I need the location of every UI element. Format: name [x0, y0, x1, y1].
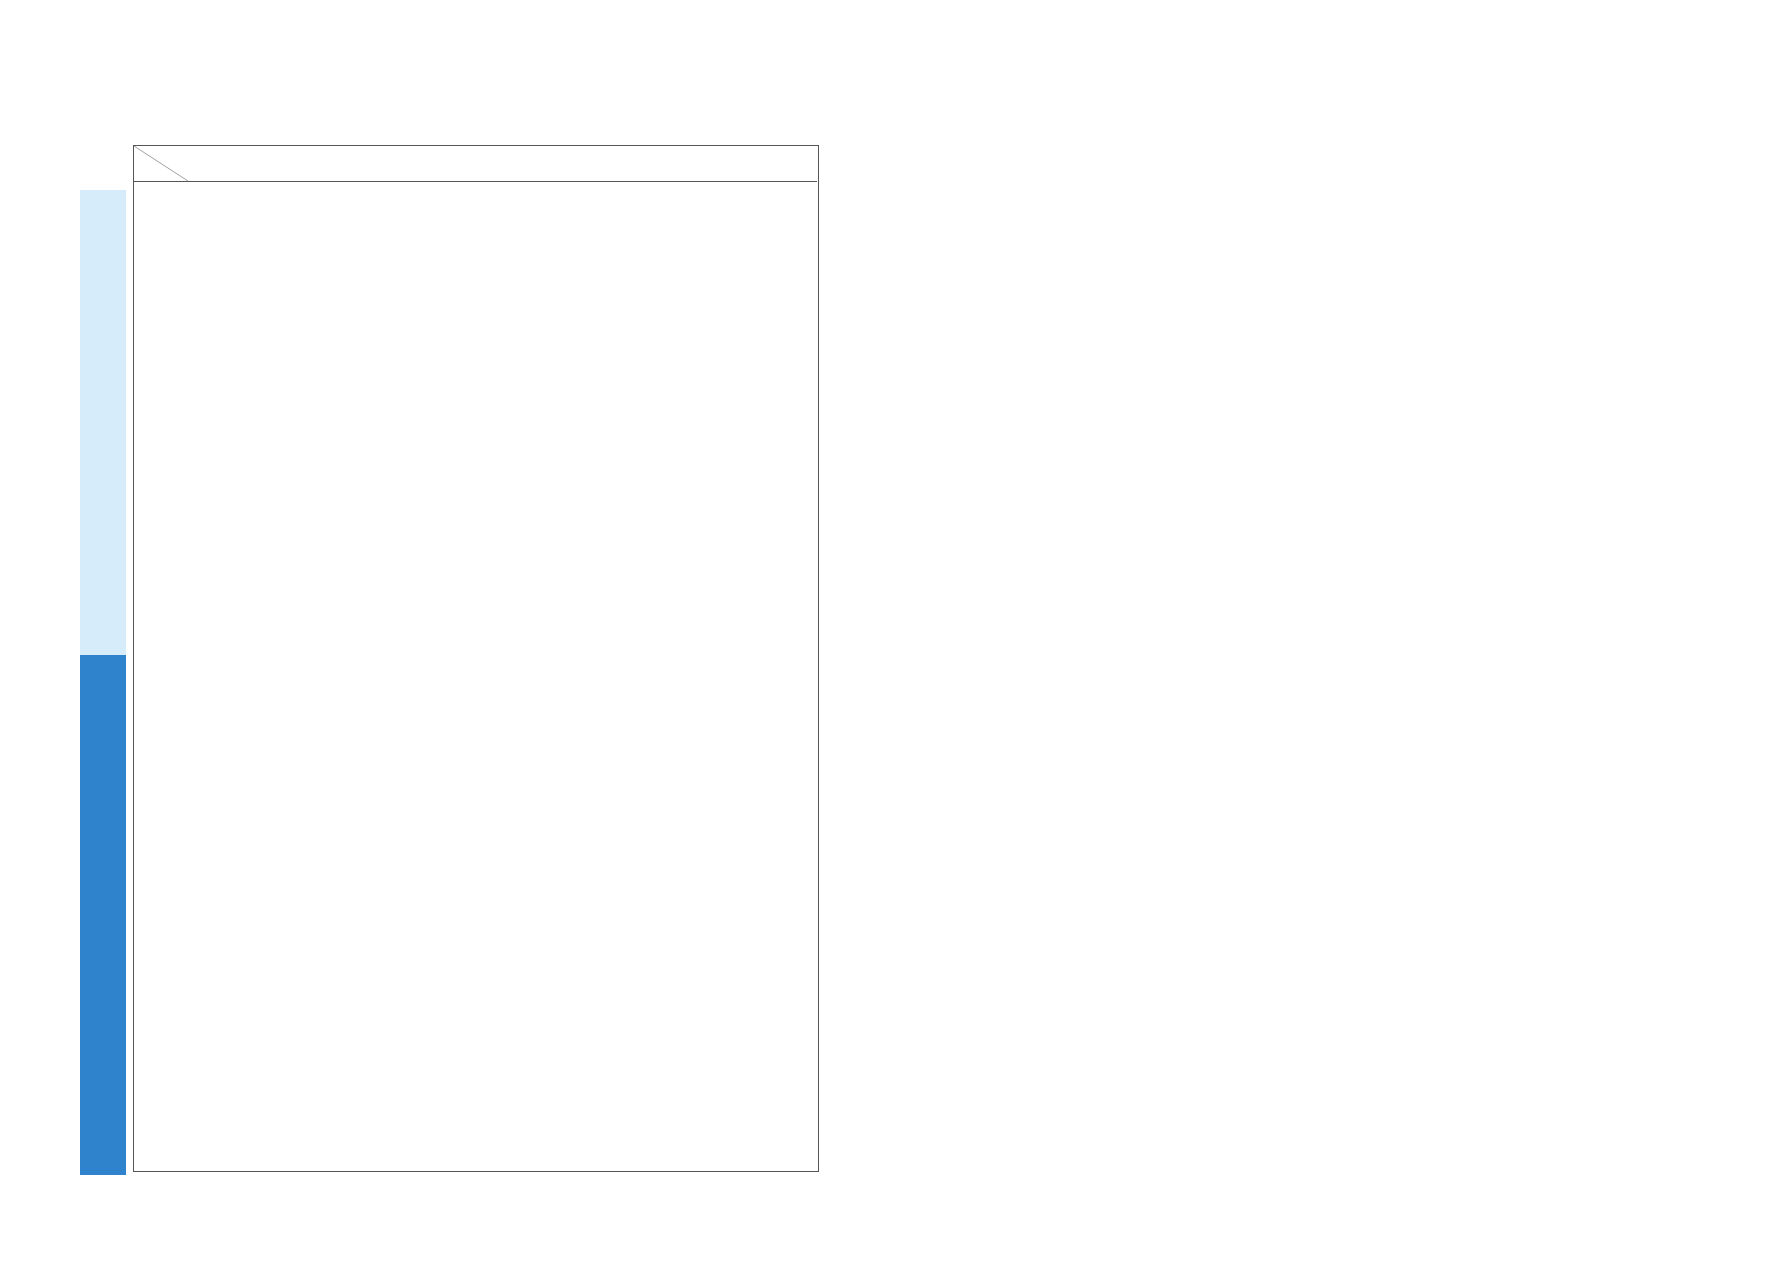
- stage-academic-ability: [80, 190, 126, 655]
- event-calendar: [133, 145, 819, 1172]
- logo-right: [1655, 30, 1725, 86]
- logo-left: [64, 30, 134, 86]
- stage-subject-test: [80, 655, 126, 1175]
- header-diagonal: [134, 146, 188, 181]
- calendar-header: [134, 146, 817, 182]
